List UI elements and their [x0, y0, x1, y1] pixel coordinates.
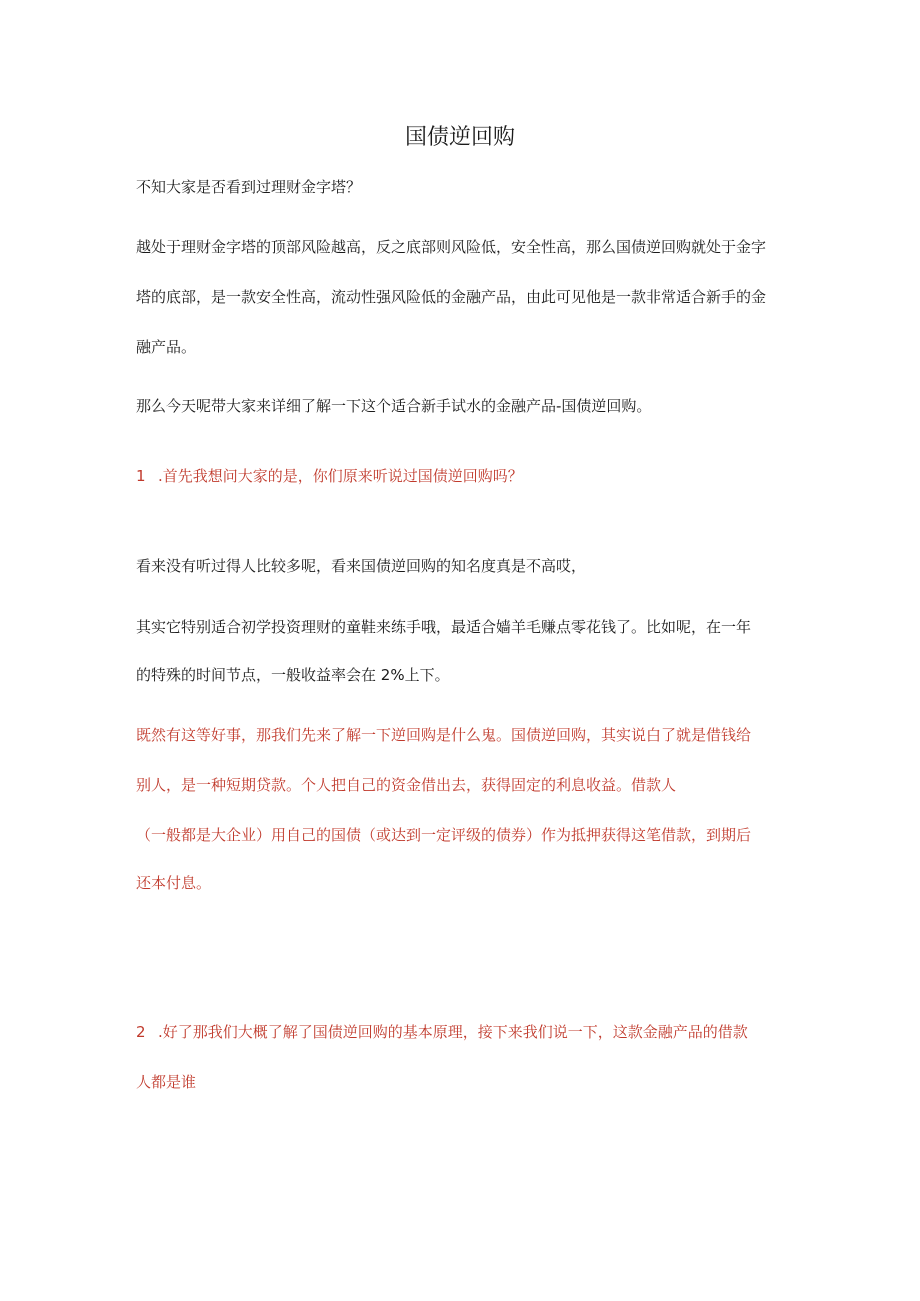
paragraph4-line1: 其实它特别适合初学投资理财的童鞋来练手哦，最适合嫱羊毛赚点零花钱了。比如呢，在一年 [136, 618, 752, 636]
section2-heading-text: .好了那我们大概了解了国债逆回购的基本原理，接下来我们说一下，这款金融产品的借款 [158, 1023, 748, 1041]
section2-heading-line2: 人都是谁 [136, 1073, 197, 1091]
document-title: 国债逆回购 [404, 125, 515, 150]
paragraph5-line4: 还本付息。 [136, 874, 212, 892]
section1-heading [136, 466, 523, 486]
section1-heading-text: .首先我想问大家的是，你们原来听说过国债逆回购吗？ [158, 467, 523, 485]
paragraph5-line1: 既然有这等好事，那我们先来了解一下逆回购是什么鬼。国债逆回购，其实说白了就是借钱给 [136, 726, 752, 744]
section2-heading-line1 [136, 1022, 748, 1042]
paragraph2: 那么今天呢带大家来详细了解一下这个适合新手试水的金融产品-国债逆回购。 [136, 397, 652, 415]
paragraph1-line1: 越处于理财金字塔的顶部风险越高，反之底部则风险低，安全性高，那么国债逆回购就处于金字 [136, 238, 767, 256]
section1-number: 1 [136, 467, 146, 485]
paragraph4-line2: 的特殊的时间节点，一般收益率会在 2%上下。 [136, 666, 450, 684]
paragraph1-line2: 塔的底部，是一款安全性高，流动性强风险低的金融产品，由此可见他是一款非常适合新手的金 [136, 288, 767, 306]
paragraph1-line3: 融产品。 [136, 338, 197, 356]
paragraph5-line2: 别人，是一种短期贷款。个人把自己的资金借出去，获得固定的利息收益。借款人 [136, 776, 677, 794]
section2-number: 2 [136, 1023, 146, 1041]
paragraph3: 看来没有听过得人比较多呢，看来国债逆回购的知名度真是不高哎， [136, 557, 587, 575]
paragraph5-line3: （一般都是大企业）用自己的国债（或达到一定评级的债券）作为抵押获得这笔借款，到期后 [136, 826, 752, 844]
intro-question: 不知大家是否看到过理财金字塔？ [136, 178, 362, 196]
